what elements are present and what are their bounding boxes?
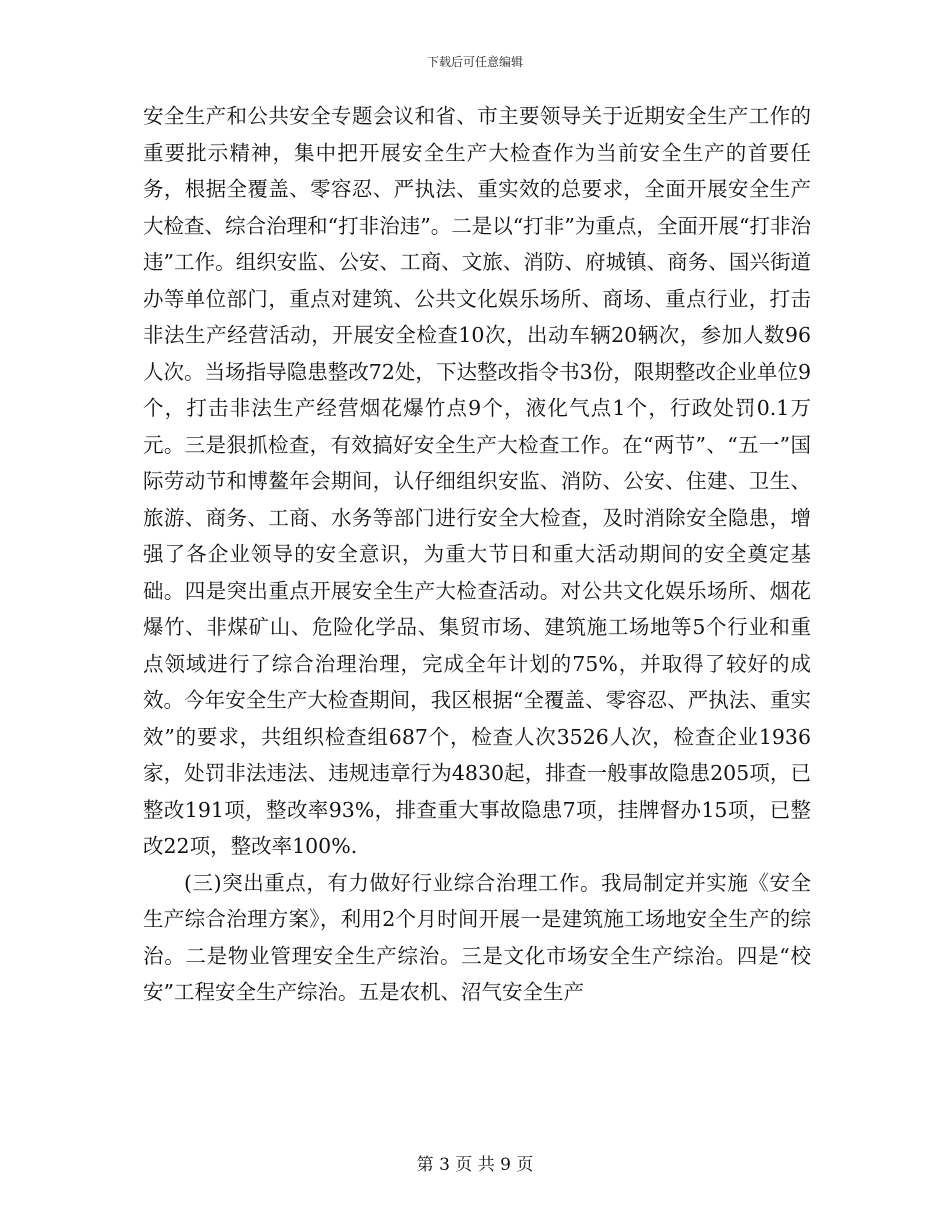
page-header: 下载后可任意编辑 [426,55,523,69]
paragraph-continued: 安全生产和公共安全专题会议和省、市主要领导关于近期安全生产工作的重要批示精神，集中把开展安全生产大检查作为当前安全生产的首要任务，根据全覆盖、零容忍、严执法、重实效的总要求，全面开展安全生产大检查、综合治理和“打非治违”。二是以“打非”为重点，全面开展“打非治违”工作。组织安监、公安、工商、文旅、消防、府城镇、商务、国兴街道办等单位部门，重点对建筑、公共文化娱乐场所、商场、重点行业，打击非法生产经营活动，开展安全检查10次，出动车辆20辆次，参加人数96人次。当场指导隐患整改72处，下达整改指令书3份，限期整改企业单位9个，打击非法生产经营烟花爆竹点9个，液化气点1个，行政处罚0.1万元。三是狠抓检查，有效搞好安全生产大检查工作。在“两节”、“五一”国际劳动节和博鳌年会期间，认仔细组织安监、消防、公安、住建、卫生、旅游、商务、工商、水务等部门进行安全大检查，及时消除安全隐患，增强了各企业领导的安全意识，为重大节日和重大活动期间的安全奠定基础。四是突出重点开展安全生产大检查活动。对公共文化娱乐场所、烟花爆竹、非煤矿山、危险化学品、集贸市场、建筑施工场地等5个行业和重点领域进行了综合治理治理，完成全年计划的75%，并取得了较好的成效。今年安全生产大检查期间，我区根据“全覆盖、零容忍、严执法、重实效”的要求，共组织检查组687个，检查人次3526人次，检查企业1936家，处罚非法违法、违规违章行为4830起，排查一般事故隐患205项，已整改191项，整改率93%，排查重大事故隐患7项，挂牌督办15项，已整改22项，整改率100%. [143,104,811,858]
paragraph-section-three: (三)突出重点，有力做好行业综合治理工作。我局制定并实施《安全生产综合治理方案》，利用2个月时间开展一是建筑施工场地安全生产的综治。二是物业管理安全生产综治。三是文化市场安全生产综治。四是“校安”工程安全生产综治。五是农机、沼气安全生产 [143,870,811,1004]
document-body [143,98,811,1011]
page-number-footer: 第 3 页 共 9 页 [416,1155,534,1175]
